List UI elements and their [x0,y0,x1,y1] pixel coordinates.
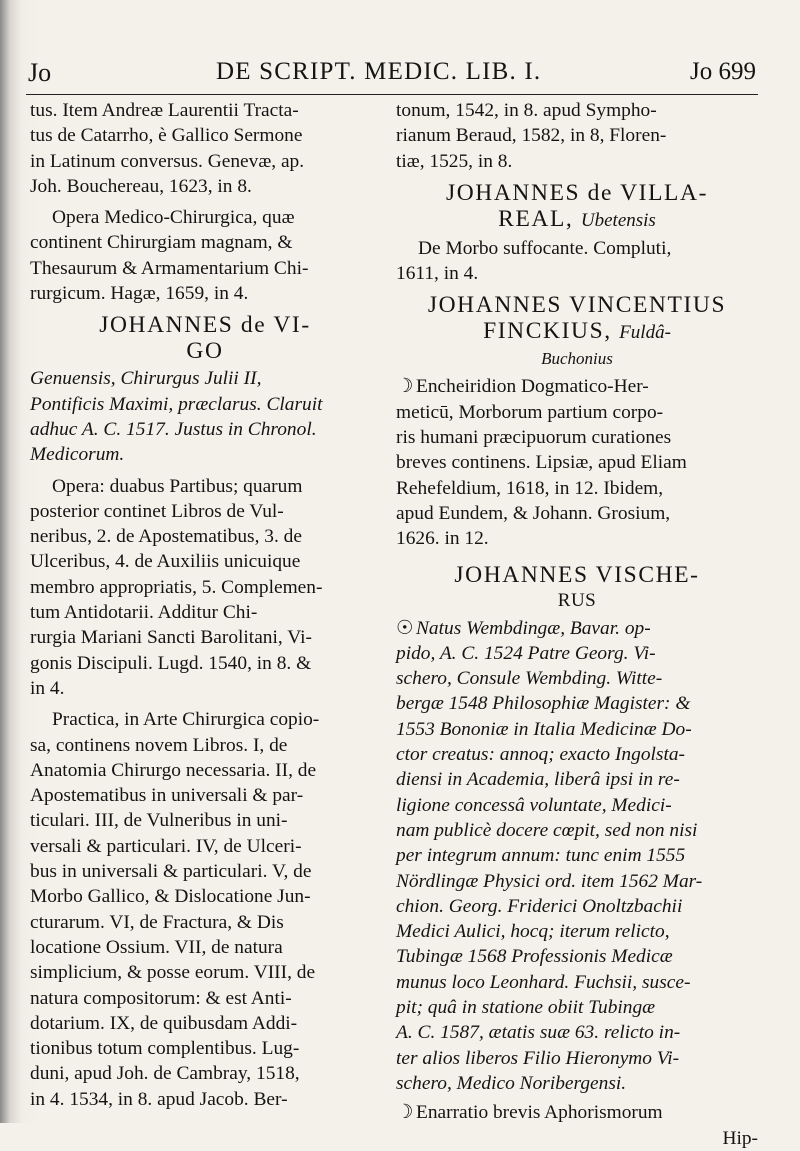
text-line: tus. Item Andreæ Laurentii Tracta- [30,100,299,121]
text-line: apud Eundem, & Johann. Grosium, [396,502,671,524]
heading-line: RUS [557,589,597,611]
sun-symbol-icon: ☉ [396,617,414,639]
text-line: ctor creatus: annoq; exacto Ingolsta- [396,744,685,766]
text-line: locatione Ossium. VII, de natura [30,936,283,958]
text-line: Anatomia Chirurgo necessaria. II, de [30,759,317,781]
text-line: Tubingæ 1568 Professionis Medicæ [396,946,673,968]
text-line: ligione concessâ voluntate, Medici- [396,794,672,816]
text-line: in Latinum conversus. Genevæ, ap. [30,150,305,172]
text-line: Ulceribus, 4. de Auxiliis unicuique [30,551,301,573]
text-line: A. C. 1587, ætatis suæ 63. relicto in- [396,1022,681,1044]
text-line: breves continens. Lipsiæ, apud Eliam [396,452,687,474]
text-line: simplicium, & posse eorum. VIII, de [30,962,316,984]
text-line: rurgia Mariani Sancti Barolitani, Vi- [30,627,312,649]
text-line: Practica, in Arte Chirurgica copio- [52,709,320,731]
vigo-biography [30,366,380,467]
entry-heading-vigo [30,312,380,364]
text-line: tionibus totum complentibus. Lug- [30,1038,300,1060]
text-line: duni, apud Joh. de Cambray, 1518, [30,1063,300,1085]
right-carryover [396,98,758,174]
text-line: diensi in Academia, liberâ ipsi in re- [396,769,680,791]
text-line: dotarium. IX, de quibusdam Addi- [30,1012,298,1034]
heading-line [396,318,758,346]
header-rule [26,94,758,95]
running-header [26,58,756,92]
text-line: 1611, in 4. [396,263,479,285]
text-line: Pontificis Maximi, præclarus. Claruit [30,393,323,415]
text-span: Enarratio brevis Aphorismorum [416,1102,663,1124]
text-line: Apostematibus in universali & par- [30,785,304,807]
text-line: chion. Georg. Friderici Onoltzbachii [396,895,683,917]
heading-origin: Ubetensis [580,209,656,231]
heading-name: FINCKIUS, [483,318,612,345]
text-line: ter alios liberos Filio Hieronymo Vi- [396,1047,680,1069]
heading-line: JOHANNES VISCHE- [454,561,700,588]
text-line [396,374,758,399]
heading-line: JOHANNES de VI- [99,312,311,339]
header-right-catchword: Jo [690,58,713,85]
text-line: Rehefeldium, 1618, in 12. Ibidem, [396,477,664,499]
vischerus-biography [396,616,758,1097]
heading-origin-continued: Buchonius [541,349,613,369]
text-line: ticulari. III, de Vulneribus in uni- [30,810,288,832]
text-line: Medicorum. [30,444,125,466]
entry-heading-finckius [396,292,758,372]
text-line: tiæ, 1525, in 8. [396,150,513,172]
right-column [396,98,758,1151]
opera-medico-paragraph [30,205,380,306]
text-line: munus loco Leonhard. Fuchsii, susce- [396,971,691,993]
text-line: Joh. Bouchereau, 1623, in 8. [30,175,252,197]
text-line [396,1100,758,1125]
text-line: cturarum. VI, de Fractura, & Dis [30,911,284,933]
text-line: rurgicum. Hagæ, 1659, in 4. [30,283,249,305]
text-line: Genuensis, Chirurgus Julii II, [30,368,262,390]
heading-line: GO [186,338,224,365]
text-line: 1553 Bononiæ in Italia Medicinæ Do- [396,718,692,740]
text-line: adhuc A. C. 1517. Justus in Chronol. [30,418,317,440]
heading-origin: Fuldâ- [619,322,671,344]
text-line: 1626. in 12. [396,528,489,550]
text-line: natura compositorum: & est Anti- [30,987,292,1009]
enarratio-paragraph [396,1100,758,1151]
header-left-catchword: Jo [28,58,52,87]
text-line: pit; quâ in statione obiit Tubingæ [396,997,656,1019]
page-number: 699 [718,58,756,85]
text-line: neribus, 2. de Apostematibus, 3. de [30,526,302,548]
text-span: Encheiridion Dogmatico-Her- [416,376,649,398]
text-line: bergæ 1548 Philosophiæ Magister: & [396,693,691,715]
text-line: schero, Consule Wembding. Witte- [396,668,663,690]
text-line: pido, A. C. 1524 Patre Georg. Vi- [396,642,656,664]
text-span: Natus Wembdingæ, Bavar. op- [416,617,651,639]
header-title: DE SCRIPT. MEDIC. LIB. I. [216,58,542,85]
catchword: Hip- [722,1127,758,1149]
text-line: per integrum annum: tunc enim 1555 [396,845,686,867]
text-line: posterior continet Libros de Vul- [30,500,284,522]
text-line: De Morbo suffocante. Compluti, [418,237,672,259]
text-line: versali & particulari. IV, de Ulceri- [30,835,302,857]
text-line: sa, continens novem Libros. I, de [30,734,288,756]
text-line [396,616,758,641]
text-line: in 4. 1534, in 8. apud Jacob. Ber- [30,1088,288,1110]
left-carryover [30,98,380,199]
text-line: Thesaurum & Armamentarium Chi- [30,257,309,279]
vigo-opera-paragraph [30,474,380,702]
villareal-paragraph [396,236,758,287]
text-line: Nördlingæ Physici ord. item 1562 Mar- [396,870,703,892]
text-line: schero, Medico Noribergensi. [396,1072,627,1094]
text-line: Morbo Gallico, & Dislocatione Jun- [30,886,311,908]
text-line: Opera Medico-Chirurgica, quæ [52,207,295,229]
text-line: tonum, 1542, in 8. apud Sympho- [396,100,657,121]
text-line: meticū, Morborum partium corpo- [396,401,664,423]
finckius-paragraph [396,374,758,551]
heading-line: JOHANNES VINCENTIUS [427,292,727,319]
heading-name: REAL, [498,205,574,232]
left-column [30,98,380,1112]
heading-line: JOHANNES de VILLA- [445,179,709,206]
moon-symbol-icon: ☽ [396,376,414,398]
entry-heading-villareal [396,180,758,234]
text-line: nam publicè docere cœpit, sed non nisi [396,819,698,841]
text-line: ris humani præcipuorum curationes [396,427,672,449]
entry-heading-vischerus [396,562,758,614]
header-right [690,58,756,86]
vigo-practica-paragraph [30,707,380,1112]
text-line: continent Chirurgiam magnam, & [30,232,293,254]
text-line: Opera: duabus Partibus; quarum [52,475,303,497]
text-line: in 4. [30,677,65,699]
text-line: bus in universali & particulari. V, de [30,861,312,883]
text-line: membro appropriatis, 5. Complemen- [30,576,323,598]
text-line: Medici Aulici, hocq; iterum relicto, [396,921,670,943]
text-line: gonis Discipuli. Lugd. 1540, in 8. & [30,652,312,674]
text-line: rianum Beraud, 1582, in 8, Floren- [396,125,667,147]
text-line: tus de Catarrho, è Gallico Sermone [30,125,303,147]
moon-symbol-icon: ☽ [396,1102,414,1124]
heading-line [396,206,758,234]
text-line: tum Antidotarii. Additur Chi- [30,602,258,624]
